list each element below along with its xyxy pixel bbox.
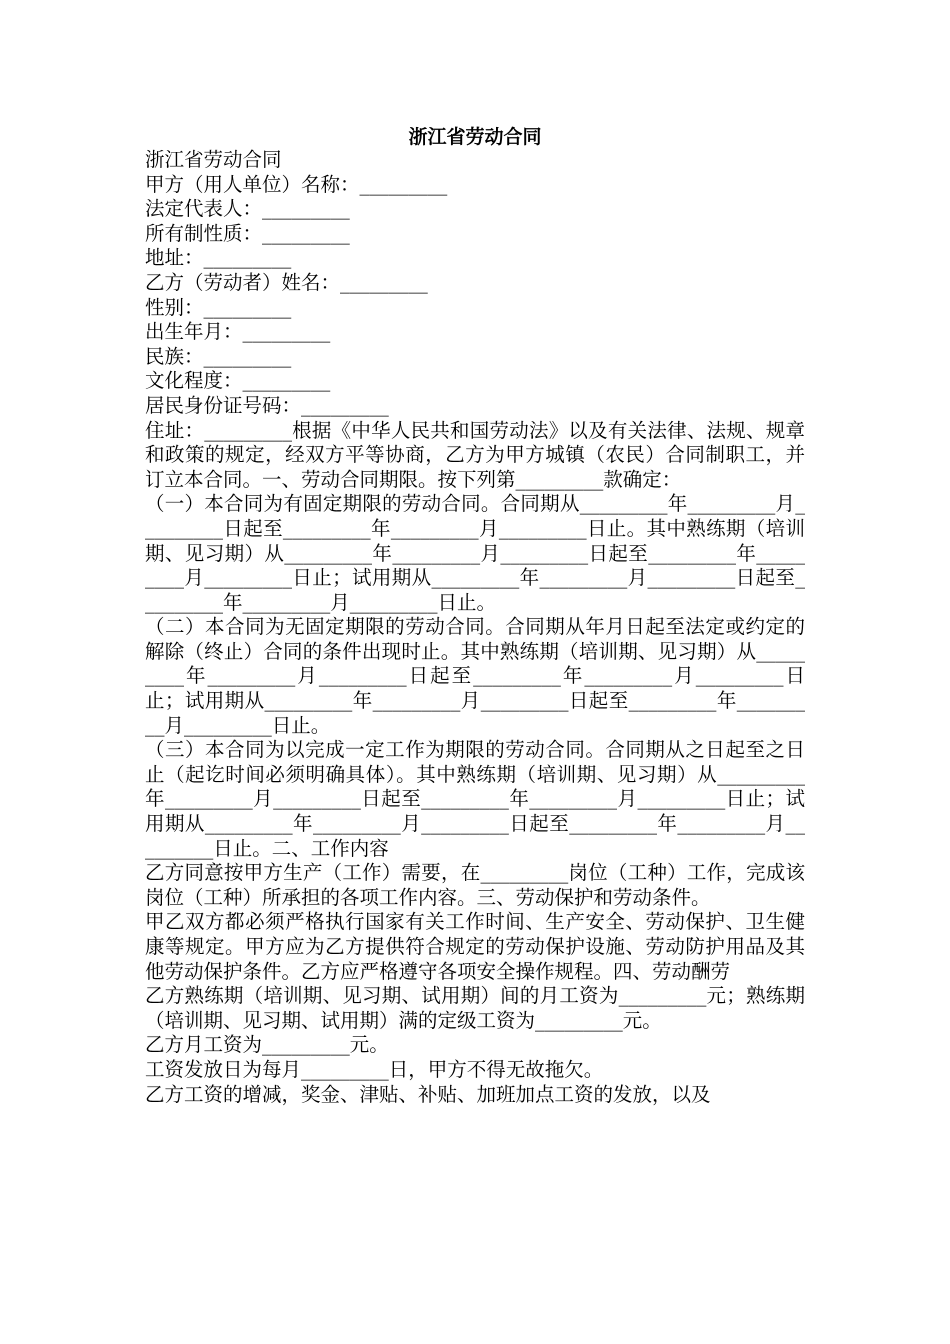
document-body bbox=[145, 148, 805, 1107]
document-title: 浙江省劳动合同 bbox=[408, 126, 542, 148]
task-term-clause: （三）本合同为以完成一定工作为期限的劳动合同。合同期从之日起至之日止（起讫时间必须明确具体）。其中熟练期（培训期、见习期）从_________年_________月_________日起至_________年_________月_________日止；试用期从_________年_________月_________日起至_________年_________月_________日止。二、工作内容 bbox=[145, 738, 805, 860]
wage-adjustment-clause: 乙方工资的增减，奖金、津贴、补贴、加班加点工资的发放，以及 bbox=[145, 1082, 711, 1106]
id-number-field: 居民身份证号码：_________ bbox=[145, 393, 389, 417]
gender-field: 性别：_________ bbox=[145, 295, 292, 319]
ethnicity-field: 民族：_________ bbox=[145, 344, 292, 368]
legal-representative-field: 法定代表人：_________ bbox=[145, 197, 350, 221]
paragraph-heading: 浙江省劳动合同 bbox=[145, 148, 282, 171]
residence-and-term-paragraph: 住址：_________根据《中华人民共和国劳动法》以及有关法律、法规、规章和政策的规定，经双方平等协商，乙方为甲方城镇（农民）合同制职工，并订立本合同。一、劳动合同期限。按下列第_________款确定： bbox=[145, 418, 805, 491]
birth-date-field: 出生年月：_________ bbox=[145, 320, 331, 344]
payday-clause: 工资发放日为每月_________日，甲方不得无故拖欠。 bbox=[145, 1057, 604, 1081]
address-field: 地址：_________ bbox=[145, 246, 292, 270]
probation-wage-clause: 乙方熟练期（培训期、见习期、试用期）间的月工资为_________元；熟练期（培训期、见习期、试用期）满的定级工资为_________元。 bbox=[145, 984, 805, 1032]
open-term-clause: （二）本合同为无固定期限的劳动合同。合同期从年月日起至法定或约定的解除（终止）合同的条件出现时止。其中熟练期（培训期、见习期）从_________年_________月_________日起至_________年_________月_________日止；试用期从_________年_________月_________日起至_________年_________月_________日止。 bbox=[145, 615, 805, 737]
fixed-term-clause: （一）本合同为有固定期限的劳动合同。合同期从_________年_________月_________日起至_________年_________月_________日止。其中熟练期（培训期、见习期）从_________年_________月_________日起至_________年_________月_________日止；试用期从_________年_________月_________日起至_________年_________月_________日止。 bbox=[145, 492, 805, 614]
monthly-wage-clause: 乙方月工资为_________元。 bbox=[145, 1033, 389, 1057]
work-content-clause: 乙方同意按甲方生产（工作）需要，在_________岗位（工种）工作，完成该岗位（工种）所承担的各项工作内容。三、劳动保护和劳动条件。 bbox=[145, 861, 805, 909]
ownership-field: 所有制性质：_________ bbox=[145, 221, 350, 245]
party-b-name-field: 乙方（劳动者）姓名：_________ bbox=[145, 270, 428, 294]
labor-protection-clause: 甲乙双方都必须严格执行国家有关工作时间、生产安全、劳动保护、卫生健康等规定。甲方应为乙方提供符合规定的劳动保护设施、劳动防护用品及其他劳动保护条件。乙方应严格遵守各项安全操作规程。四、劳动酬劳 bbox=[145, 910, 805, 983]
party-a-name-field: 甲方（用人单位）名称：_________ bbox=[145, 172, 448, 196]
education-field: 文化程度：_________ bbox=[145, 369, 331, 393]
